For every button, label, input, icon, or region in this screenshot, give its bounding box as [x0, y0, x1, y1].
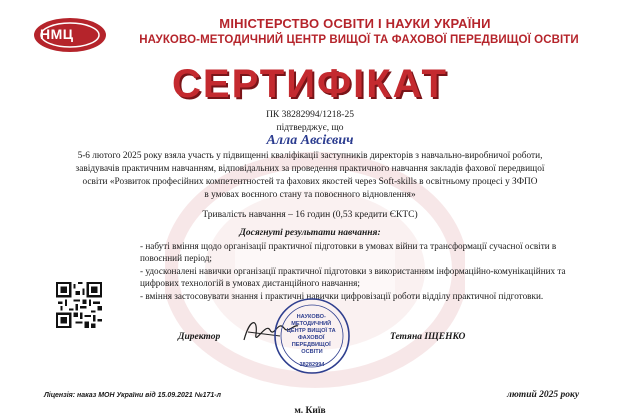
director-label: Директор [178, 332, 221, 342]
result-item: - удосконалені навички організації практичної підготовки з використанням інформаційно-комунікаційних та цифрових технологій в умовах дистанційного навчання; [140, 266, 566, 288]
body-line: в умовах воєнного стану та повоєнного відновлення» [204, 190, 416, 200]
result-item: - вміння застосовувати знання і практичні навички цифровізації роботи відділу практичної підготовки. [140, 291, 544, 301]
duration: Тривалість навчання – 16 годин (0,53 кредити ЄКТС) [202, 210, 418, 220]
header [0, 6, 620, 60]
issue-date: лютий 2025 року [507, 390, 580, 400]
stamp-text: НАУКОВО- МЕТОДИЧНИЙ ЦЕНТР ВИЩОЇ ТА ФАХОВОЇ ПЕРЕДВИЩОЇ ОСВІТИ [286, 314, 336, 355]
official-stamp [272, 296, 352, 376]
body-line: завідувачів практичним навчанням, відповідальних за проведення практичного навчання закладів фахової передвищої [75, 164, 545, 174]
registration-number: ПК 38282994/1218-25 [266, 110, 354, 120]
qr-code-icon[interactable] [56, 282, 102, 328]
certificate-title: СЕРТИФІКАТ [172, 62, 448, 106]
certificate-body [40, 150, 580, 202]
results-list [140, 240, 570, 303]
stamp-code: 38282994 [299, 362, 325, 368]
director-name: Тетяна ІЩЕНКО [390, 332, 466, 342]
confirms-text: підтверджує, що [276, 123, 344, 133]
body-line: освіти «Розвиток професійних компетентностей та фахових якостей через Soft-skills в освітньому процесі у ЗФПО [82, 177, 538, 187]
recipient-name: Алла Авсієвич [266, 133, 354, 148]
result-item: - набуті вміння щодо організації практичної підготовки в умовах війни та трансформації сучасної освіти в повоєнний період; [140, 241, 557, 263]
results-title: Досягнуті результати навчання: [239, 228, 381, 238]
license-text: Ліцензія: наказ МОН України від 15.09.2021 №171-л [44, 392, 221, 399]
logo-text: НМЦ [40, 26, 74, 42]
ministry-name: МІНІСТЕРСТВО ОСВІТИ І НАУКИ УКРАЇНИ [219, 16, 491, 31]
nmc-logo [32, 16, 108, 54]
center-name: НАУКОВО-МЕТОДИЧНИЙ ЦЕНТР ВИЩОЇ ТА ФАХОВОЇ ПЕРЕДВИЩОЇ ОСВІТИ [139, 34, 579, 46]
city: м. Київ [294, 406, 326, 416]
body-line: 5-6 лютого 2025 року взяла участь у підвищенні кваліфікації заступників директорів з навчально-виробничої роботи, [77, 151, 543, 161]
